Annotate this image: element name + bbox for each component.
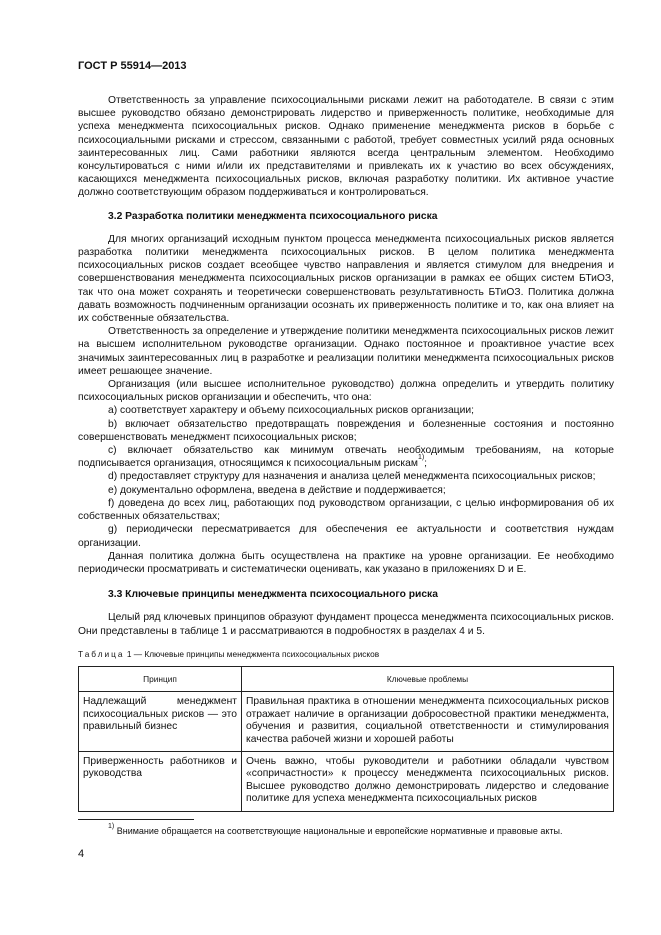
footnote-ref: 1) bbox=[417, 454, 425, 462]
cell-principle: Приверженность работников и руководства bbox=[79, 751, 242, 811]
list-item-e: e) документально оформлена, введена в действие и поддерживается; bbox=[108, 484, 446, 496]
cell-issues: Очень важно, чтобы руководители и работники обладали чувством «сопричастности» к процессу менеджмента психосоциальных рисков. Высшее руководство должно демонстрировать лидерство и следование политике для успеха менеджмента психосоциальных рисков bbox=[242, 751, 614, 811]
column-header-principle: Принцип bbox=[79, 666, 242, 691]
section-3-2-paragraph-3: Организация (или высшее исполнительное руководство) должна определить и утвердить политику психосоциальных рисков организации и обеспечить, что она: bbox=[78, 379, 614, 404]
table-row bbox=[79, 751, 614, 811]
principles-table bbox=[78, 666, 614, 812]
list-item-c bbox=[78, 444, 614, 470]
cell-principle: Надлежащий менеджмент психосоциальных рисков — это правильный бизнес bbox=[79, 692, 242, 752]
section-3-2-heading: 3.2 Разработка политики менеджмента психосоциального риска bbox=[108, 210, 438, 222]
page-number: 4 bbox=[78, 848, 85, 860]
footnote-marker: 1) bbox=[108, 823, 115, 830]
section-3-3-paragraph-1: Целый ряд ключевых принципов образуют фундамент процесса менеджмента психосоциальных рисков. Они представлены в таблице 1 и рассматриваются в подробностях в разделах 4 и 5. bbox=[78, 612, 614, 637]
table-header-row bbox=[79, 666, 614, 691]
list-item-c-text: c) включает обязательство как минимум отвечать необходимым требованиям, на которые подписывается организация, относящимся к психосоциальным рискам bbox=[78, 445, 614, 470]
footnote-text: Внимание обращается на соответствующие национальные и европейские нормативные и правовые акты. bbox=[114, 826, 563, 836]
table-caption-text: 1 — Ключевые принципы менеджмента психосоциальных рисков bbox=[124, 648, 380, 659]
list-item-g: g) периодически пересматривается для обеспечения ее актуальности и соответствия нуждам организации. bbox=[78, 524, 614, 549]
list-item-d: d) предоставляет структуру для назначения и анализа целей менеджмента психосоциальных рисков; bbox=[108, 471, 596, 483]
footnote-divider bbox=[78, 819, 194, 820]
footnote bbox=[78, 823, 614, 836]
section-3-2-paragraph-1: Для многих организаций исходным пунктом процесса менеджмента психосоциальных рисков является разработка политики менеджмента психосоциальных рисков. В целом политика менеджмента психосоциальных рисков создает всеобщее чувство направления и является стимулом для внедрения и совершенствования менеджмента психосоциальных рисков организации в рамках ее общих систем БТиОЗ, так что она может сохранять и теоретически совершенствовать результативность БТиОЗ. Политика должна давать возможность подчиненным организации осознать их приверженность политике и то, как она влияет на их собственные обязательства. bbox=[78, 233, 614, 325]
list-item-c-end: ; bbox=[424, 458, 428, 470]
page-content bbox=[78, 94, 614, 812]
list-item-b: b) включает обязательство предотвращать повреждения и болезненные состояния и постоянно совершенствовать менеджмент психосоциальных рисков; bbox=[78, 418, 614, 443]
list-item-f: f) доведена до всех лиц, работающих под руководством организации, с целью информирования об их собственных обязательствах; bbox=[78, 497, 614, 523]
table-row bbox=[79, 692, 614, 752]
section-3-2-paragraph-4: Данная политика должна быть осуществлена на практике на уровне организации. Ее необходимо периодически просматривать и систематически оценивать, как указано в приложениях D и E. bbox=[78, 550, 614, 575]
table-caption-label: Таблица bbox=[78, 648, 125, 659]
list-item-a: a) соответствует характеру и объему психосоциальных рисков организации; bbox=[108, 405, 474, 417]
table-caption bbox=[78, 648, 614, 661]
cell-issues: Правильная практика в отношении менеджмента психосоциальных рисков отражает наличие в организации добросовестной практики менеджмента, обучения и развития, социальной ответственности и стимулирования качества рабочей жизни и хорошей работы bbox=[242, 692, 614, 752]
section-3-3-heading: 3.3 Ключевые принципы менеджмента психосоциального риска bbox=[108, 589, 438, 601]
intro-paragraph: Ответственность за управление психосоциальными рисками лежит на работодателе. В связи с этим высшее руководство обязано демонстрировать лидерство и приверженность политике, необходимые для успеха менеджмента психосоциальных рисков. Однако применение менеджмента рисков в борьбе с психосоциальными рисками и стрессом, связанными с работой, требует совместных усилий ряда основных заинтересованных лиц. Сами работники являются всегда центральным элементом. Необходимо консультироваться с ними и/или их представителями и привлекать их к участию во всех обсуждениях, касающихся менеджмента психосоциальных рисков, включая разработку политики. Их активное участие должно соответствующим образом поддерживаться и контролироваться. bbox=[78, 95, 614, 199]
document-id: ГОСТ Р 55914—2013 bbox=[78, 60, 187, 72]
section-3-2-paragraph-2: Ответственность за определение и утверждение политики менеджмента психосоциальных рисков лежит на высшем исполнительном руководстве организации. Однако постоянное и проактивное участие всех значимых заинтересованных лиц в разработке и реализации политики менеджмента психосоциальных рисков имеет решающее значение. bbox=[78, 326, 614, 377]
column-header-issues: Ключевые проблемы bbox=[242, 666, 614, 691]
